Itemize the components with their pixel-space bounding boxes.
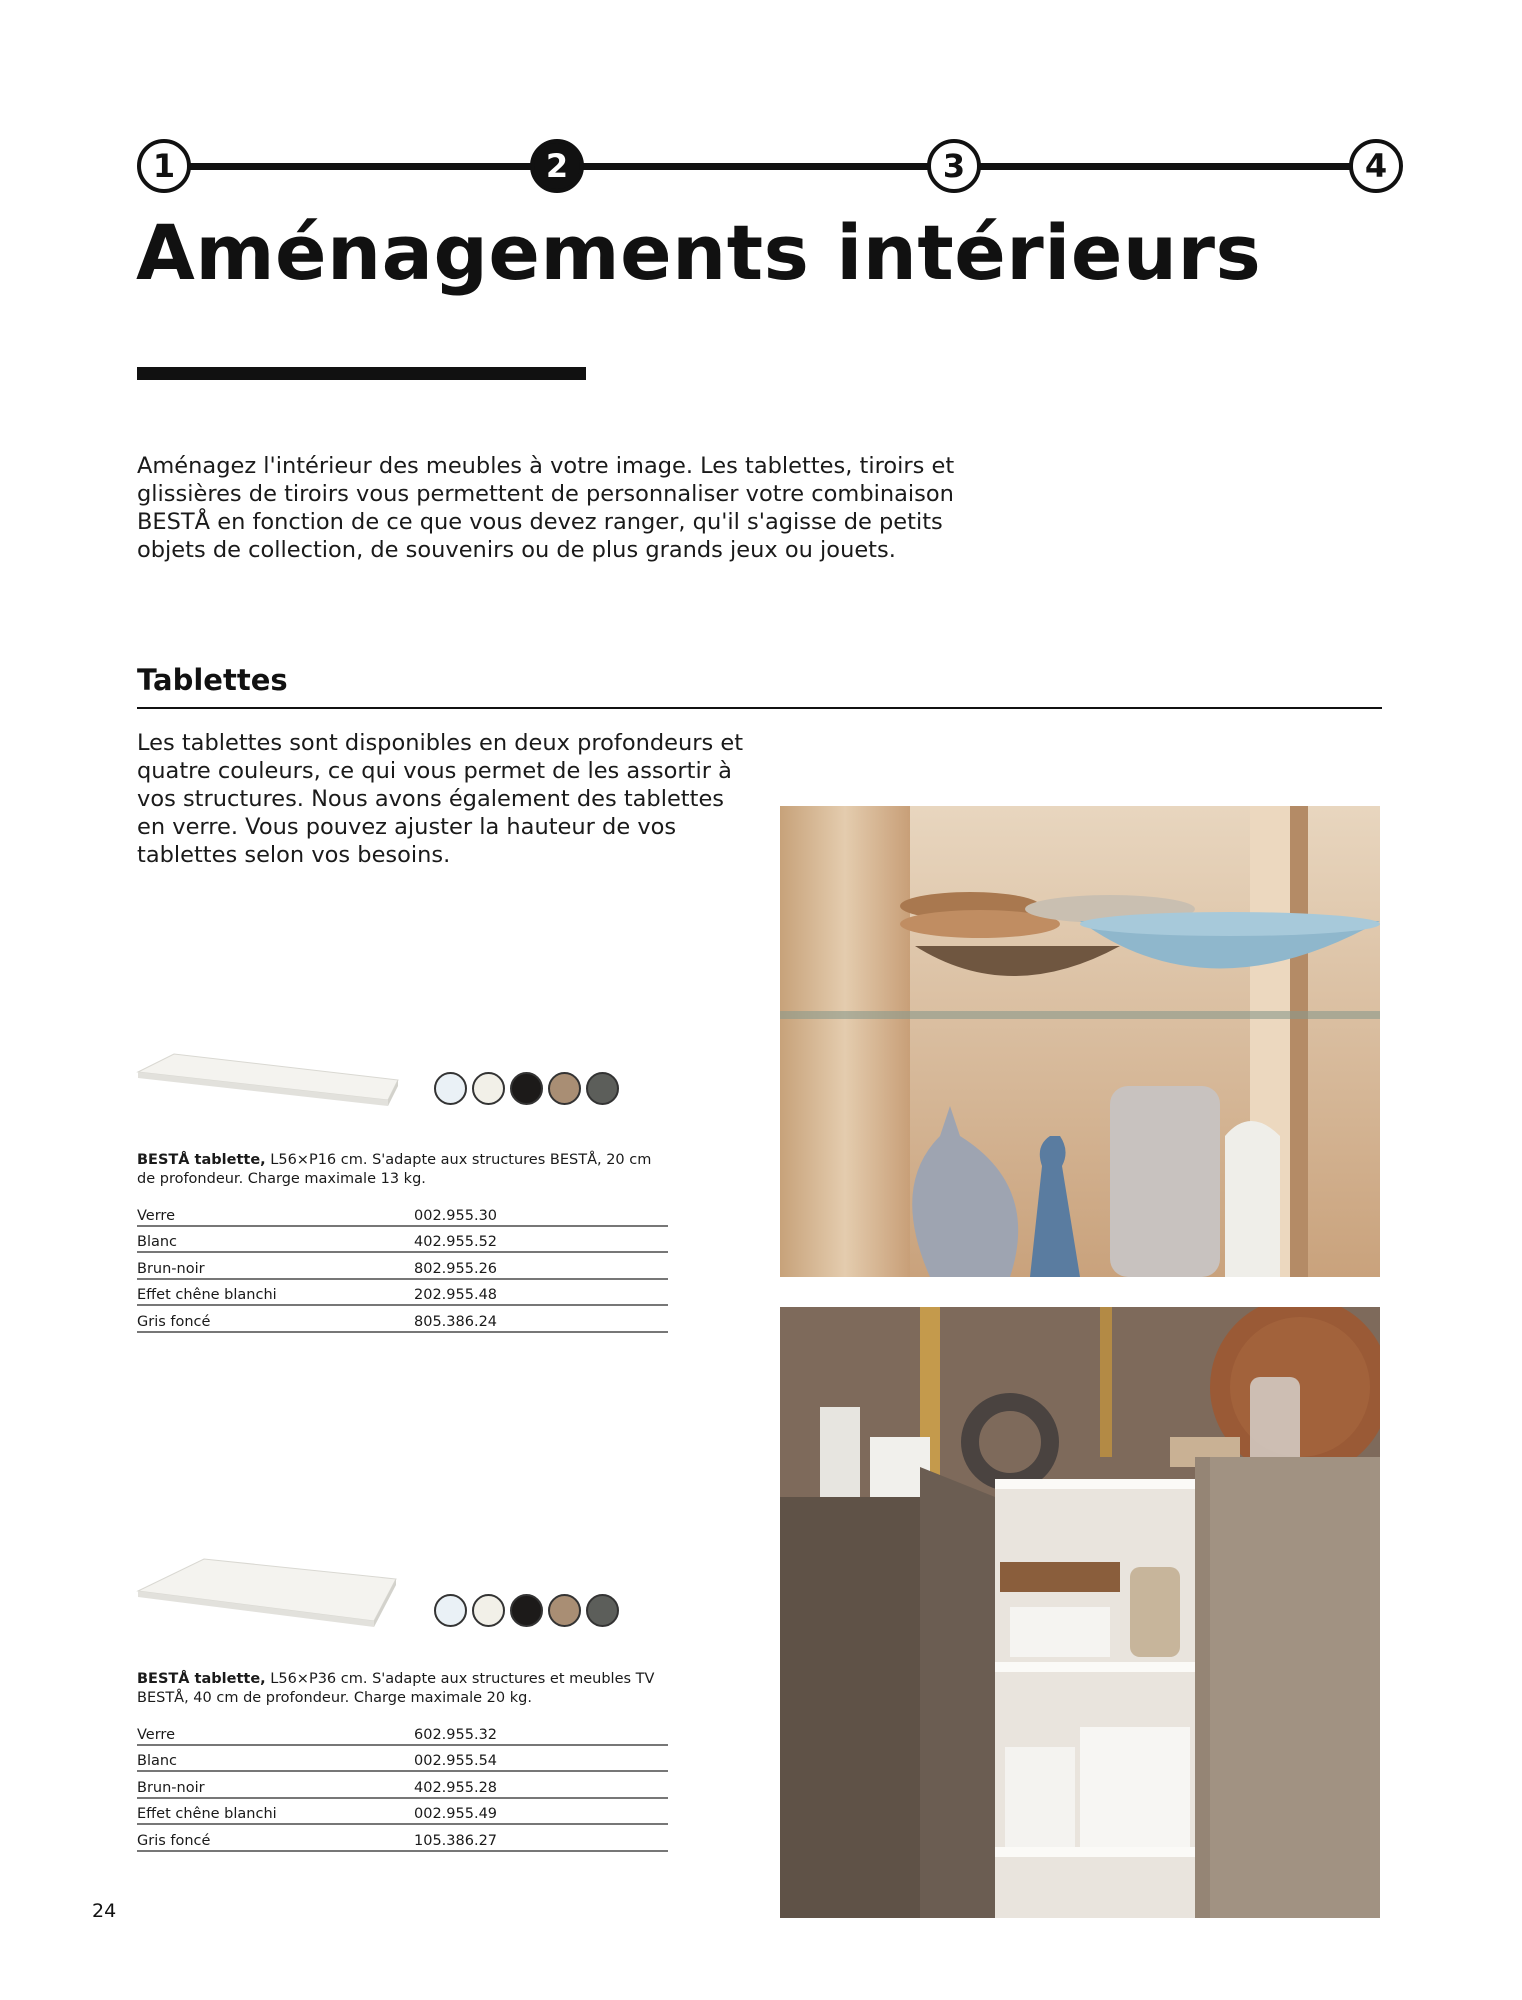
article-number: 105.386.27 <box>414 1824 668 1851</box>
product-table <box>137 1719 668 1852</box>
article-number: 802.955.26 <box>414 1252 668 1279</box>
table-row <box>137 1200 668 1226</box>
article-number: 002.955.49 <box>414 1798 668 1825</box>
product-name: BESTÅ tablette, <box>137 1152 266 1168</box>
product-description <box>137 1670 667 1708</box>
color-name: Verre <box>137 1719 414 1745</box>
color-swatches <box>434 1594 619 1627</box>
shelf-image-deep <box>134 1555 404 1631</box>
table-row <box>137 1305 668 1332</box>
color-swatches <box>434 1072 619 1105</box>
color-name: Effet chêne blanchi <box>137 1798 414 1825</box>
photo-glass-shelf <box>780 806 1380 1277</box>
color-name: Blanc <box>137 1745 414 1772</box>
title-underline <box>137 367 586 380</box>
article-number: 805.386.24 <box>414 1305 668 1332</box>
table-row <box>137 1798 668 1825</box>
product-table <box>137 1200 668 1333</box>
color-name: Brun-noir <box>137 1771 414 1798</box>
article-number: 402.955.52 <box>414 1226 668 1253</box>
photo-sideboard <box>780 1307 1380 1918</box>
swatch-brown-black[interactable] <box>510 1594 543 1627</box>
article-number: 002.955.30 <box>414 1200 668 1226</box>
swatch-brown-black[interactable] <box>510 1072 543 1105</box>
section-title: Tablettes <box>137 663 288 697</box>
swatch-glass[interactable] <box>434 1594 467 1627</box>
swatch-glass[interactable] <box>434 1072 467 1105</box>
page-title: Aménagements intérieurs <box>136 208 1262 297</box>
color-name: Brun-noir <box>137 1252 414 1279</box>
article-number: 002.955.54 <box>414 1745 668 1772</box>
color-name: Blanc <box>137 1226 414 1253</box>
table-row <box>137 1252 668 1279</box>
product-description <box>137 1151 667 1189</box>
color-name: Effet chêne blanchi <box>137 1279 414 1306</box>
product-details: L56×P16 cm. S'adapte aux structures BESTÅ, 20 cm de profondeur. Charge maximale 13 kg. <box>137 1152 652 1187</box>
section-divider <box>137 707 1382 709</box>
color-name: Verre <box>137 1200 414 1226</box>
step-4[interactable]: 4 <box>1349 139 1403 193</box>
section-paragraph: Les tablettes sont disponibles en deux profondeurs et quatre couleurs, ce qui vous permet de les assortir à vos structures. Nous avons également des tablettes en verre. Vous pouvez ajuster la hauteur de vos tablettes selon vos besoins. <box>137 730 744 868</box>
table-row <box>137 1279 668 1306</box>
table-row <box>137 1226 668 1253</box>
table-row <box>137 1745 668 1772</box>
intro-paragraph: Aménagez l'intérieur des meubles à votre image. Les tablettes, tiroirs et glissières de tiroirs vous permettent de personnaliser votre combinaison BESTÅ en fonction de ce que vous devez ranger, qu'il s'agisse de petits objets de collection, de souvenirs ou de plus grands jeux ou jouets. <box>137 453 955 563</box>
article-number: 202.955.48 <box>414 1279 668 1306</box>
shelf-image-small <box>134 1050 404 1108</box>
step-1[interactable]: 1 <box>137 139 191 193</box>
step-3[interactable]: 3 <box>927 139 981 193</box>
article-number: 402.955.28 <box>414 1771 668 1798</box>
article-number: 602.955.32 <box>414 1719 668 1745</box>
page-number: 24 <box>92 1900 117 1922</box>
step-2[interactable]: 2 <box>530 139 584 193</box>
product-details: L56×P36 cm. S'adapte aux structures et meubles TV BESTÅ, 40 cm de profondeur. Charge maximale 20 kg. <box>137 1671 655 1706</box>
product-name: BESTÅ tablette, <box>137 1671 266 1687</box>
swatch-white-stained-oak[interactable] <box>548 1594 581 1627</box>
swatch-dark-grey[interactable] <box>586 1072 619 1105</box>
table-row <box>137 1824 668 1851</box>
swatch-white-stained-oak[interactable] <box>548 1072 581 1105</box>
swatch-white[interactable] <box>472 1594 505 1627</box>
swatch-dark-grey[interactable] <box>586 1594 619 1627</box>
color-name: Gris foncé <box>137 1305 414 1332</box>
table-row <box>137 1771 668 1798</box>
swatch-white[interactable] <box>472 1072 505 1105</box>
stepper-line <box>980 163 1360 170</box>
color-name: Gris foncé <box>137 1824 414 1851</box>
table-row <box>137 1719 668 1745</box>
